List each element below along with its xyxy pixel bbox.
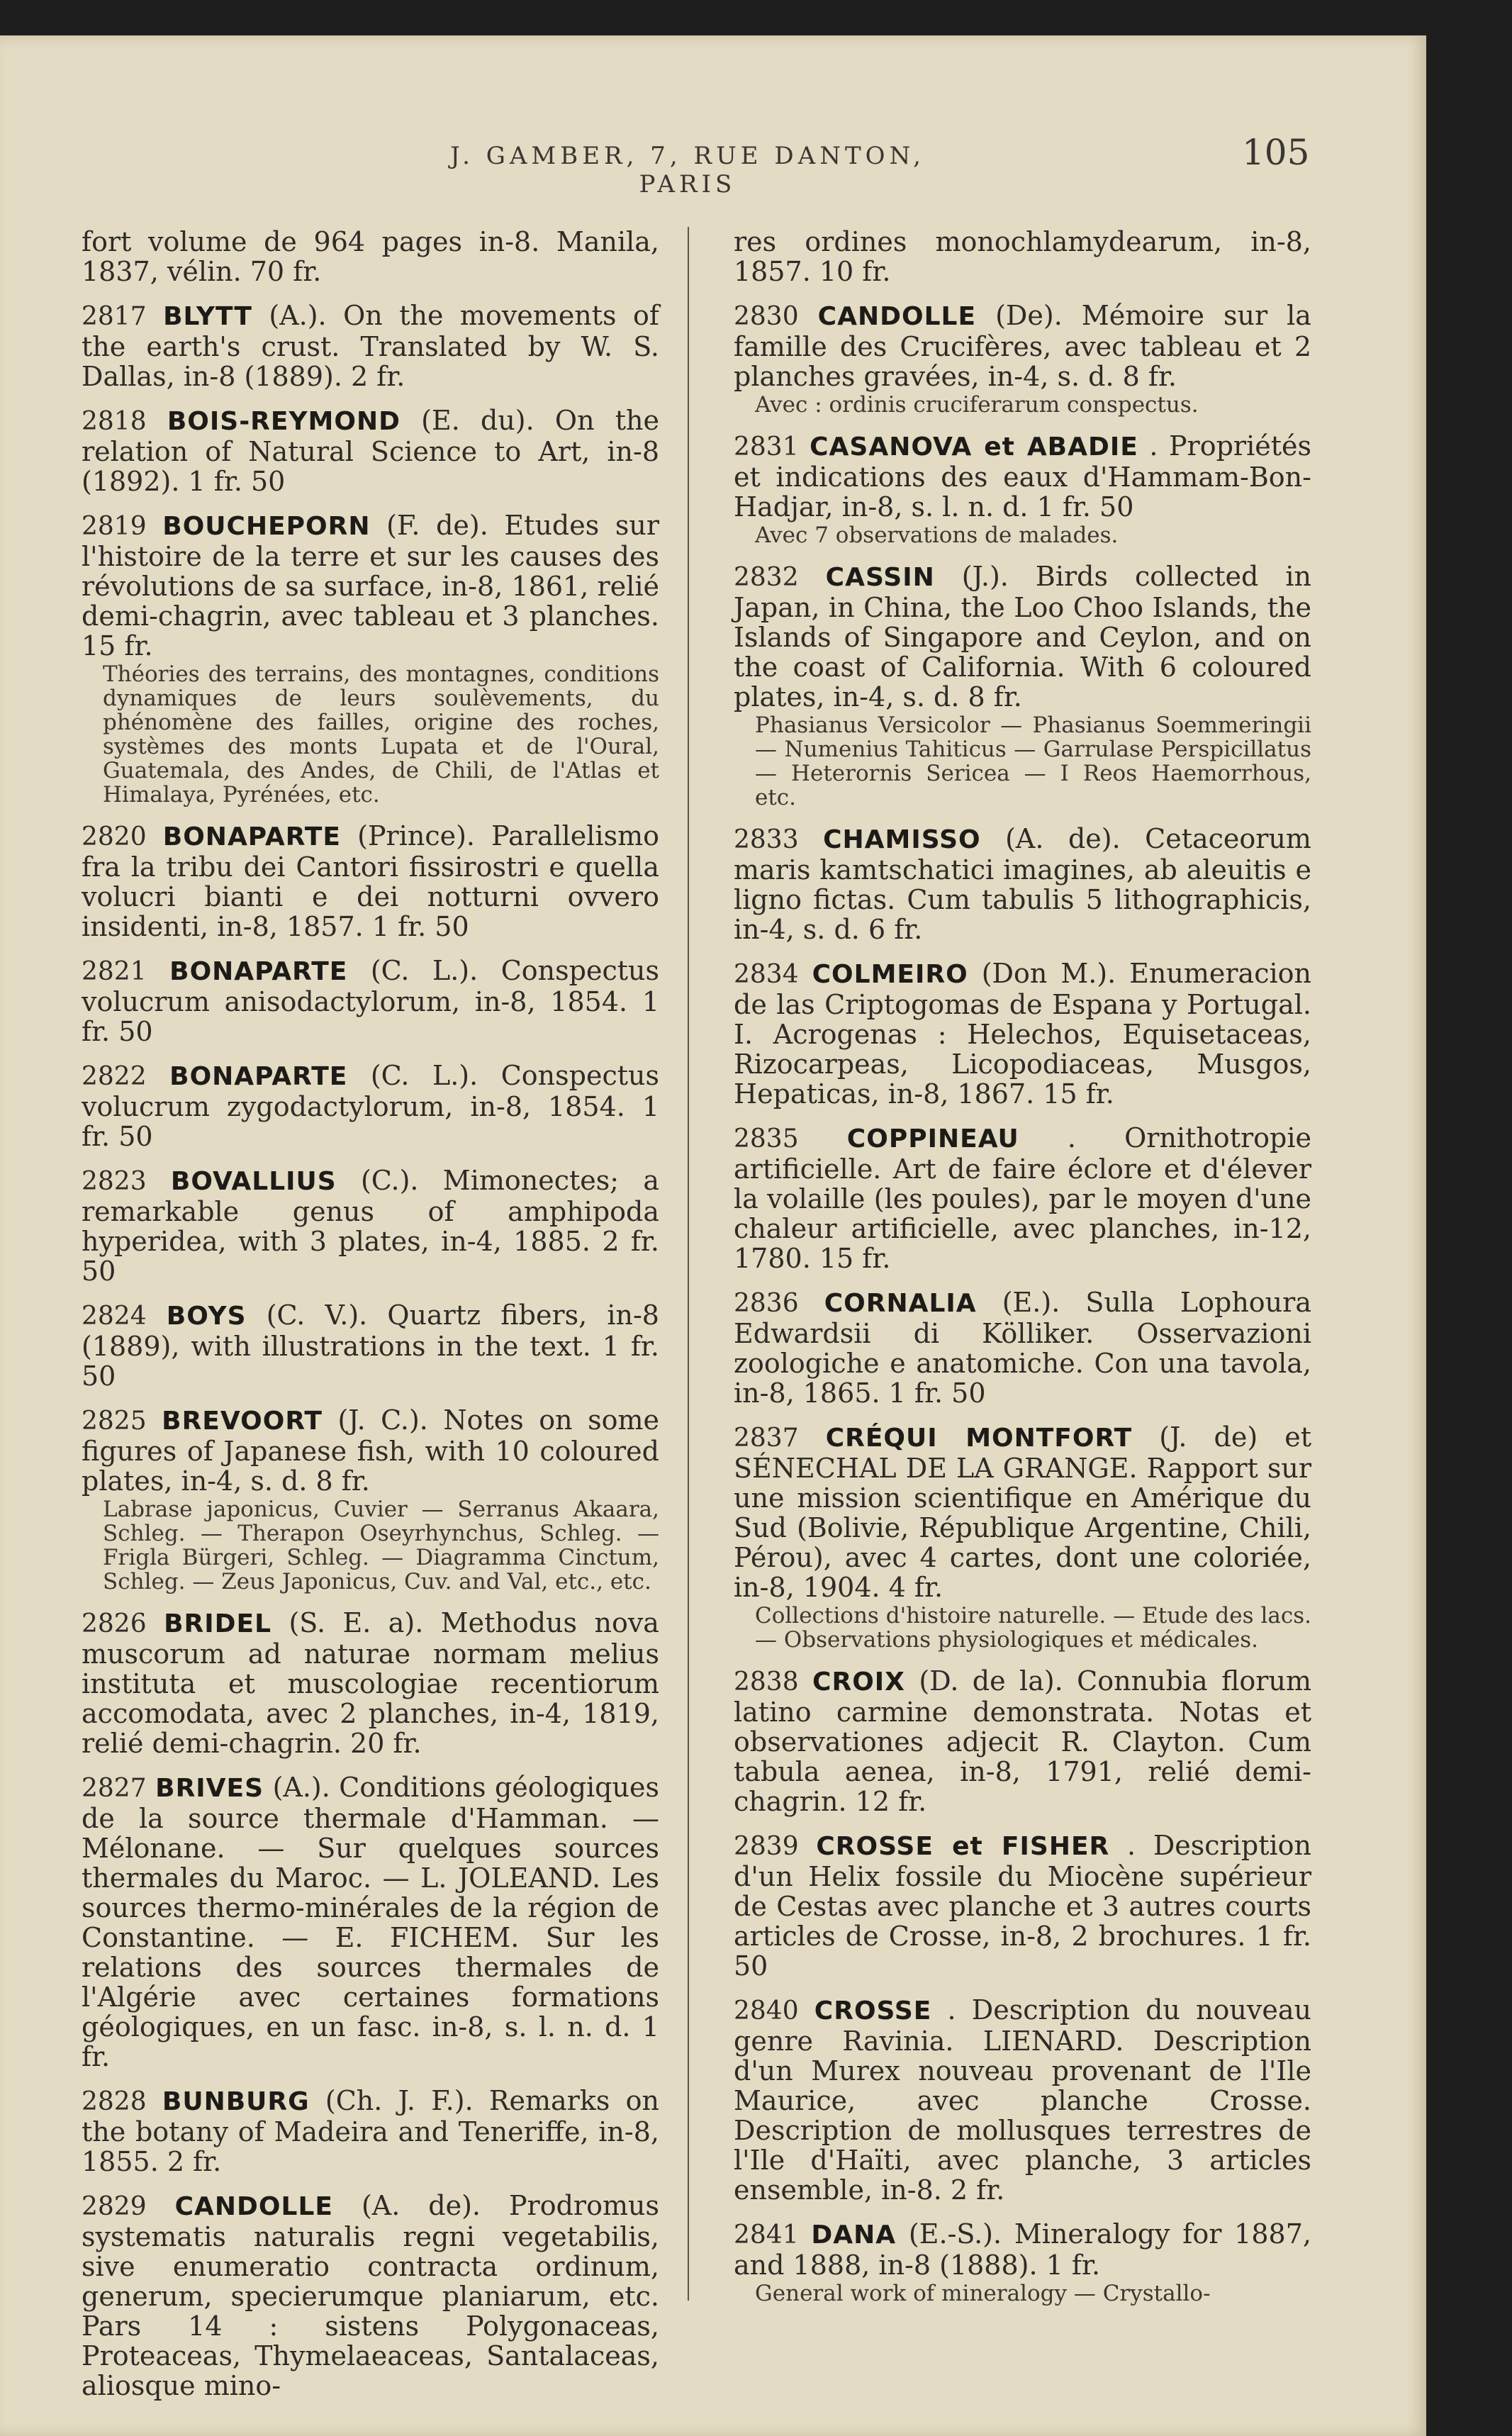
entry-text: (C.). Mimonectes; a remarkable genus of amphipoda hyperidea, with 3 plates, in-4, 1885. 2 fr. 50 <box>82 1165 659 1287</box>
entry-number: 2824 <box>82 1302 147 1331</box>
entry-text: (J. de) et SÉNECHAL DE LA GRANGE. Rapport sur une mission scientifique en Amérique du Sud (Bolivie, République Argentine, Chili, Pérou), avec 4 cartes, dont une coloriée, in-8, 1904. 4 fr. <box>734 1421 1311 1603</box>
entry-number: 2836 <box>734 1289 799 1318</box>
catalog-entry <box>734 1666 1311 1816</box>
entry-text: (F. de). Etudes sur l'histoire de la terre et sur les causes des révolutions de sa surface, in-8, 1861, relié demi-chagrin, avec tableau et 3 planches. 15 fr. <box>82 510 659 661</box>
catalog-entry <box>734 561 1311 810</box>
entry-text: (Prince). Parallelismo fra la tribu dei Cantori fissirostri e quella volucri bianti e dei notturni ovvero insidenti, in-8, 1857. 1 fr. 50 <box>82 820 659 942</box>
catalog-entry <box>734 1831 1311 1981</box>
entry-author: BONAPARTE <box>169 957 348 986</box>
entry-number: 2825 <box>82 1407 147 1436</box>
entry-text: (A.). On the movements of the earth's crust. Translated by W. S. Dallas, in-8 (1889). 2 fr. <box>82 300 659 392</box>
entry-author: BLYTT <box>163 302 252 331</box>
entry-text: . Description d'un Helix fossile du Miocène supérieur de Cestas avec planche et 3 autres courts articles de Crosse, in-8, 2 brochures. 1 fr. 50 <box>734 1830 1311 1982</box>
entry-author: CANDOLLE <box>174 2192 333 2221</box>
entry-note: Théories des terrains, des montagnes, conditions dynamiques de leurs soulèvements, du phénomène des failles, origine des roches, systèmes des monts Lupata et de l'Oural, Guatemala, des Andes, de Chili, de l'Atlas et Himalaya, Pyrénées, etc. <box>103 661 659 808</box>
entry-number: 2817 <box>82 302 147 331</box>
column-divider <box>688 227 689 2301</box>
entry-author: BOIS-REYMOND <box>167 407 401 436</box>
entry-number: 2838 <box>734 1667 799 1697</box>
entry-text: . Ornithotropie artificielle. Art de faire éclore et d'élever la volaille (les poules), par le moyen d'une chaleur artificielle, avec planches, in-12, 1780. 15 fr. <box>734 1122 1311 1274</box>
catalog-entry <box>734 227 1311 286</box>
catalog-page <box>0 35 1426 2436</box>
entry-author: CROSSE et FISHER <box>816 1832 1110 1861</box>
catalog-entry <box>734 824 1311 944</box>
entry-note: Labrase japonicus, Cuvier — Serranus Akaara, Schleg. — Therapon Oseyrhynchus, Schleg. — Frigla Bürgeri, Schleg. — Diagramma Cinctum, Schleg. — Zeus Japonicus, Cuv. and Val, etc., etc. <box>103 1497 659 1594</box>
entry-author: CHAMISSO <box>823 825 981 854</box>
catalog-entry <box>82 2086 659 2177</box>
entry-note: General work of mineralogy — Crystallo- <box>755 2281 1211 2306</box>
entry-text: (E.-S.). Mineralogy for 1887, and 1888, in-8 (1888). 1 fr. <box>734 2218 1311 2281</box>
entry-author: BONAPARTE <box>169 1062 348 1091</box>
catalog-entry <box>82 227 659 286</box>
entry-note: Collections d'histoire naturelle. — Etude des lacs. — Observations physiologiques et médicales. <box>755 1603 1311 1653</box>
entry-note: Phasianus Versicolor — Phasianus Soemmeringii — Numenius Tahiticus — Garrulase Perspicillatus — Heterornis Sericea — I Reos Haemorrhous, etc. <box>755 713 1311 810</box>
entry-number: 2819 <box>82 512 147 541</box>
entry-author: BOYS <box>166 1302 247 1331</box>
entry-number: 2835 <box>734 1124 799 1153</box>
left-column <box>82 227 659 2415</box>
entry-text: (J. C.). Notes on some figures of Japanese fish, with 10 coloured plates, in-4, s. d. 8 fr. <box>82 1404 659 1497</box>
entry-author: BUNBURG <box>162 2087 310 2116</box>
catalog-entry <box>82 510 659 807</box>
entry-author: BOVALLIUS <box>170 1167 337 1196</box>
entry-text: fort volume de 964 pages in-8. Manila, 1837, vélin. 70 fr. <box>82 226 659 287</box>
entry-author: CASSIN <box>825 563 935 592</box>
entry-number: 2841 <box>734 2220 799 2250</box>
catalog-entry <box>734 301 1311 417</box>
entry-text: (C. L.). Conspectus volucrum anisodactylorum, in-8, 1854. 1 fr. 50 <box>82 955 659 1047</box>
entry-number: 2833 <box>734 825 799 854</box>
entry-note: Avec 7 observations de malades. <box>755 523 1119 548</box>
entry-text: (Ch. J. F.). Remarks on the botany of Madeira and Teneriffe, in-8, 1855. 2 fr. <box>82 2085 659 2177</box>
entry-number: 2834 <box>734 960 799 989</box>
entry-author: CANDOLLE <box>817 302 977 331</box>
catalog-entry <box>734 1123 1311 1273</box>
entry-text: (D. de la). Connubia florum latino carmine demonstrata. Notas et observationes adjecit R. Clayton. Cum tabula aenea, in-8, 1791, relié demi-chagrin. 12 fr. <box>734 1665 1311 1817</box>
entry-text: res ordines monochlamydearum, in-8, 1857. 10 fr. <box>734 226 1311 287</box>
entry-author: COPPINEAU <box>846 1124 1019 1153</box>
catalog-entry <box>82 1061 659 1151</box>
entry-number: 2818 <box>82 407 147 436</box>
entry-number: 2840 <box>734 1996 799 2026</box>
catalog-entry <box>82 1405 659 1594</box>
catalog-entry <box>734 1995 1311 2205</box>
entry-number: 2826 <box>82 1609 147 1638</box>
entry-author: DANA <box>811 2220 897 2250</box>
catalog-entry <box>734 2219 1311 2306</box>
catalog-entry <box>734 1287 1311 1408</box>
catalog-entry <box>82 821 659 942</box>
entry-text: . Description du nouveau genre Ravinia. LIENARD. Description d'un Murex nouveau provenant de l'Ile Maurice, avec planche Crosse. Description de mollusques terrestres de l'Ile d'Haïti, avec planche, 3 articles ensemble, in-8. 2 fr. <box>734 1994 1311 2206</box>
page-number: 105 <box>1242 132 1310 173</box>
entry-text: . Propriétés et indications des eaux d'Hammam-Bon-Hadjar, in-8, s. l. n. d. 1 fr. 50 <box>734 430 1311 523</box>
entry-number: 2822 <box>82 1062 147 1091</box>
entry-number: 2839 <box>734 1832 799 1861</box>
catalog-entry <box>82 2191 659 2401</box>
entry-number: 2837 <box>734 1424 799 1453</box>
entry-author: BRIVES <box>155 1774 264 1803</box>
entry-author: CORNALIA <box>824 1289 977 1318</box>
entry-author: BOUCHEPORN <box>162 512 371 541</box>
catalog-entry <box>82 1300 659 1391</box>
entry-author: BREVOORT <box>162 1407 323 1436</box>
entry-number: 2830 <box>734 302 799 331</box>
entry-author: BONAPARTE <box>162 822 341 851</box>
catalog-entry <box>734 1422 1311 1652</box>
entry-text: (Don M.). Enumeracion de las Criptogomas de Espana y Portugal. I. Acrogenas : Helechos, Equisetaceas, Rizocarpeas, Licopodiaceas, Musgos, Hepaticas, in-8, 1867. 15 fr. <box>734 958 1311 1110</box>
catalog-entry <box>82 956 659 1046</box>
catalog-entry <box>82 406 659 496</box>
right-column <box>734 227 1311 2320</box>
entry-note: Avec : ordinis cruciferarum conspectus. <box>755 392 1199 418</box>
entry-text: (A.). Conditions géologiques de la source thermale d'Hamman. — Mélonane. — Sur quelques sources thermales du Maroc. — L. JOLEAND. Les sources thermo-minérales de la région de Constantine. — E. FICHEM. Sur les relations des sources thermales de l'Algérie avec certaines formations géologiques, en un fasc. in-8, s. l. n. d. 1 fr. <box>82 1772 659 2072</box>
catalog-entry <box>82 1772 659 2072</box>
entry-text: (S. E. a). Methodus nova muscorum ad naturae normam melius instituta et muscologiae recentiorum accomodata, avec 2 planches, in-4, 1819, relié demi-chagrin. 20 fr. <box>82 1607 659 1759</box>
catalog-entry <box>82 1608 659 1758</box>
catalog-entry <box>734 959 1311 1109</box>
entry-text: (E.). Sulla Lophoura Edwardsii di Kölliker. Osservazioni zoologiche e anatomiche. Con una tavola, in-8, 1865. 1 fr. 50 <box>734 1287 1311 1409</box>
entry-number: 2820 <box>82 822 147 851</box>
running-head: J. GAMBER, 7, RUE DANTON, PARIS <box>450 142 925 199</box>
catalog-entry <box>82 301 659 391</box>
entry-author: CASANOVA et ABADIE <box>810 432 1138 462</box>
entry-author: BRIDEL <box>164 1609 272 1638</box>
entry-author: COLMEIRO <box>812 960 968 989</box>
entry-text: (De). Mémoire sur la famille des Crucifères, avec tableau et 2 planches gravées, in-4, s. d. 8 fr. <box>734 300 1311 392</box>
entry-number: 2829 <box>82 2192 147 2221</box>
entry-text: (A. de). Cetaceorum maris kamtschatici imagines, ab aleuitis e ligno fictas. Cum tabulis 5 lithographicis, in-4, s. d. 6 fr. <box>734 823 1311 945</box>
entry-text: (A. de). Prodromus systematis naturalis regni vegetabilis, sive enumeratio contracta ordinum, generum, specierumque planiarum, etc. Pars 14 : sistens Polygonaceas, Proteaceas, Thymelaeaceas, Santalaceas, aliosque mino- <box>82 2190 659 2401</box>
entry-text: (C. L.). Conspectus volucrum zygodactylorum, in-8, 1854. 1 fr. 50 <box>82 1060 659 1152</box>
entry-number: 2827 <box>82 1774 147 1803</box>
entry-text: (C. V.). Quartz fibers, in-8 (1889), with illustrations in the text. 1 fr. 50 <box>82 1300 659 1392</box>
entry-number: 2823 <box>82 1167 147 1196</box>
entry-number: 2832 <box>734 563 799 592</box>
entry-author: CRÉQUI MONTFORT <box>825 1424 1133 1453</box>
entry-number: 2821 <box>82 957 147 986</box>
entry-author: CROIX <box>812 1667 905 1697</box>
entry-text: (E. du). On the relation of Natural Science to Art, in-8 (1892). 1 fr. 50 <box>82 405 659 497</box>
entry-number: 2828 <box>82 2087 147 2116</box>
entry-author: CROSSE <box>814 1996 932 2026</box>
catalog-entry <box>734 431 1311 547</box>
entry-number: 2831 <box>734 432 799 462</box>
catalog-entry <box>82 1166 659 1286</box>
entry-text: (J.). Birds collected in Japan, in China, the Loo Choo Islands, the Islands of Singapore and Ceylon, and on the coast of California. With 6 coloured plates, in-4, s. d. 8 fr. <box>734 561 1311 713</box>
